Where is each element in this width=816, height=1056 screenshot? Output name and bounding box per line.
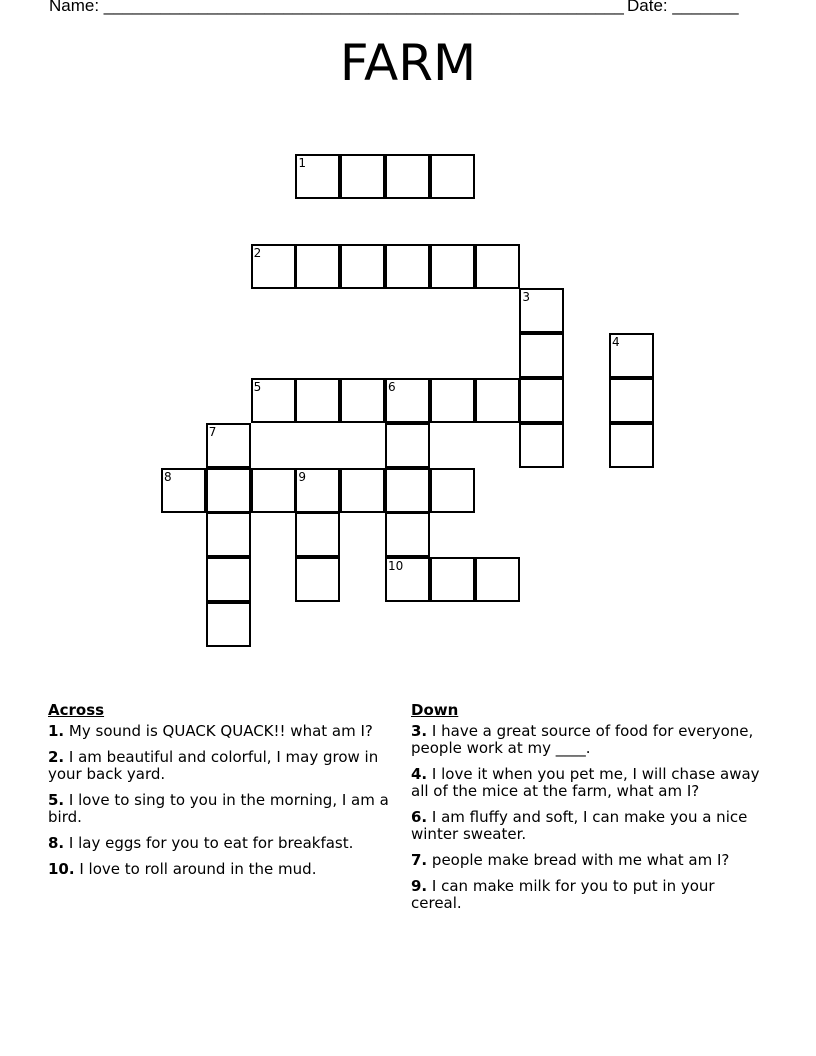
cell-number: 8 <box>164 469 172 484</box>
grid-cell[interactable] <box>340 244 385 289</box>
grid-cell[interactable] <box>295 557 340 602</box>
grid-cell[interactable] <box>475 378 520 423</box>
grid-cell[interactable] <box>161 468 206 513</box>
clue-text: My sound is QUACK QUACK!! what am I? <box>68 722 373 740</box>
grid-cell[interactable] <box>475 244 520 289</box>
down-heading: Down <box>411 701 459 719</box>
clue-number: 9. <box>411 877 428 895</box>
clue-text: I have a great source of food for everyone, people work at my ____. <box>411 722 754 757</box>
clue-item <box>48 835 393 852</box>
grid-cell[interactable] <box>430 557 475 602</box>
date-line: Date: _______ <box>627 0 739 15</box>
clue-item <box>48 792 393 826</box>
grid-cell[interactable] <box>251 244 296 289</box>
clue-text: I love it when you pet me, I will chase away all of the mice at the farm, what am I? <box>411 765 760 800</box>
cell-number: 5 <box>253 380 262 394</box>
grid-cell[interactable] <box>385 244 430 289</box>
grid-cell[interactable] <box>609 423 654 468</box>
page-title: FARM <box>339 34 477 92</box>
grid-cell[interactable] <box>295 244 340 289</box>
clue-number: 2. <box>48 748 65 766</box>
clue-text: people make bread with me what am I? <box>431 851 730 869</box>
grid-cell[interactable] <box>206 468 251 513</box>
grid-cell[interactable] <box>385 423 430 468</box>
grid-cell[interactable] <box>519 378 564 423</box>
clue-number: 5. <box>48 791 65 809</box>
grid-cell[interactable] <box>385 557 430 602</box>
cell-number: 2 <box>253 245 262 260</box>
grid-cell[interactable] <box>519 288 564 333</box>
grid-cell[interactable] <box>206 423 251 468</box>
clue-item <box>48 749 393 783</box>
clue-item <box>48 723 393 740</box>
clue-text: I can make milk for you to put in your cereal. <box>411 877 715 912</box>
clue-text: I love to roll around in the mud. <box>79 860 317 878</box>
grid-cell[interactable] <box>206 557 251 602</box>
cell-number: 3 <box>522 290 531 305</box>
cell-number: 9 <box>298 469 307 484</box>
grid-cell[interactable] <box>430 244 475 289</box>
grid-cell[interactable] <box>340 468 385 513</box>
clue-text: I lay eggs for you to eat for breakfast. <box>68 834 354 852</box>
clue-number: 1. <box>48 722 65 740</box>
grid-cell[interactable] <box>609 378 654 423</box>
grid-cell[interactable] <box>430 154 475 199</box>
across-clues <box>48 700 393 887</box>
grid-cell[interactable] <box>251 378 296 423</box>
grid-cell[interactable] <box>475 557 520 602</box>
grid-cell[interactable] <box>519 423 564 468</box>
clue-text: I love to sing to you in the morning, I am a bird. <box>48 791 389 826</box>
grid-cell[interactable] <box>206 512 251 557</box>
grid-cell[interactable] <box>609 333 654 378</box>
clue-item <box>411 766 761 800</box>
clue-number: 6. <box>411 808 428 826</box>
grid-cell[interactable] <box>385 512 430 557</box>
cell-number: 4 <box>612 335 620 350</box>
grid-cell[interactable] <box>385 154 430 199</box>
cell-number: 10 <box>388 559 404 574</box>
clue-item <box>411 723 761 757</box>
grid-cell[interactable] <box>519 333 564 378</box>
clue-number: 7. <box>411 851 428 869</box>
cell-number: 1 <box>298 156 307 170</box>
clue-number: 3. <box>411 722 428 740</box>
grid-cell[interactable] <box>430 468 475 513</box>
grid-cell[interactable] <box>206 602 251 647</box>
grid-cell[interactable] <box>251 468 296 513</box>
grid-cell[interactable] <box>295 154 340 199</box>
grid-cell[interactable] <box>295 512 340 557</box>
grid-cell[interactable] <box>295 468 340 513</box>
grid-cell[interactable] <box>430 378 475 423</box>
clue-item <box>411 809 761 843</box>
clue-number: 4. <box>411 765 428 783</box>
grid-cell[interactable] <box>295 378 340 423</box>
grid-cell[interactable] <box>385 468 430 513</box>
clue-text: I am beautiful and colorful, I may grow in your back yard. <box>48 748 379 783</box>
clue-number: 8. <box>48 834 65 852</box>
cell-number: 6 <box>388 380 396 394</box>
cell-number: 7 <box>208 424 217 439</box>
down-clues <box>411 700 761 921</box>
grid-cell[interactable] <box>340 378 385 423</box>
name-line: Name: _______________________________________________________ <box>49 0 624 15</box>
clue-number: 10. <box>48 860 75 878</box>
clue-item <box>48 861 393 878</box>
grid-cell[interactable] <box>385 378 430 423</box>
clue-item <box>411 878 761 912</box>
clue-item <box>411 852 761 869</box>
across-heading: Across <box>48 701 105 719</box>
grid-cell[interactable] <box>340 154 385 199</box>
clue-text: I am fluffy and soft, I can make you a nice winter sweater. <box>411 808 748 843</box>
